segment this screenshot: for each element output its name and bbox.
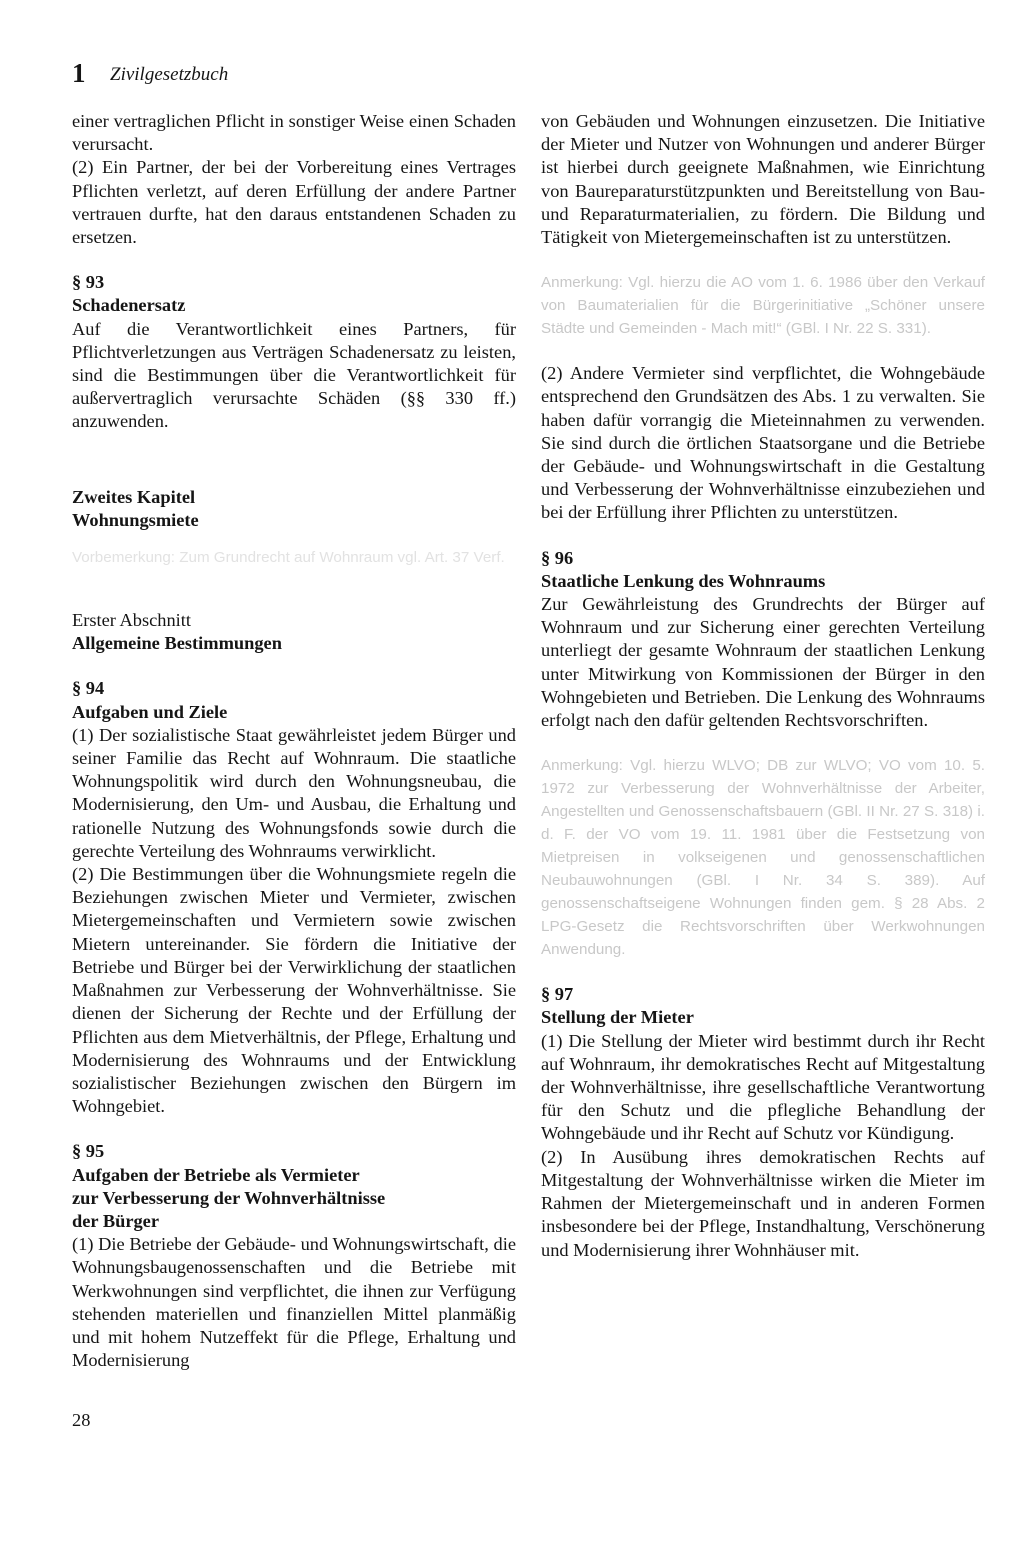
section-97-number: § 97 [541, 984, 574, 1005]
section-95-title-line-3: der Bürger [72, 1210, 159, 1231]
paragraph-92-2: (2) Ein Partner, der bei der Vorbereitung eines Vertrages Pflichten verletzt, auf deren Erfüllung der andere Partner vertrauen durfte, hat den daraus entstandenen Schaden zu ersetzen. [72, 157, 516, 248]
paragraph-continuation: einer vertraglichen Pflicht in sonstiger Weise einen Schaden verursacht. [72, 111, 516, 155]
running-title: Zivilgesetzbuch [110, 64, 229, 85]
section-95-title-line-2: zur Verbesserung der Wohnverhältnisse [72, 1187, 386, 1208]
section-94-paragraph-1: (1) Der sozialistische Staat gewährleistet jedem Bürger und seiner Familie das Recht auf Wohnraum. Die staatliche Wohnungspolitik wird durch den Wohnungsneubau, die Modernisierung, den Um- und Ausbau, die Erhaltung und rationelle Nutzung des Wohnungsfonds sowie durch die gerechte Verteilung des Wohnraums verwirklicht. [72, 724, 516, 861]
section-94-paragraph-2: (2) Die Bestimmungen über die Wohnungsmiete regeln die Beziehungen zwischen Mieter und Vermieter, zwischen Mietergemeinschaften und Vermietern sowie zwischen Mietern untereinander. Sie fördern die Initiative der Betriebe und Bürger bei der Verwirklichung der staatlichen Maßnahmen zur Verbesserung der Wohnverhältnisse. Sie dienen der Sicherung der Rechte und der Erfüllung der Pflichten aus dem Mietverhältnis, der Pflege, Erhaltung und Modernisierung des Wohnraums und der Entwicklung sozialistischer Beziehungen zwischen den Bürgern im Wohngebiet. [72, 864, 516, 1117]
section-96-text: Zur Gewährleistung des Grundrechts der Bürger auf Wohnraum und zur Sicherung einer gerechten Verteilung unterliegt der gesamte Wohnraum der staatlichen Lenkung unter Mitwirkung von Kommissionen der Bürger in den Wohngebieten und Betrieben. Die Lenkung des Wohnraums erfolgt nach den dafür geltenden Rechtsvorschriften. [541, 594, 985, 731]
chapter-number: 1 [72, 58, 86, 88]
section-95-note: Anmerkung: Vgl. hierzu die AO vom 1. 6. 1986 über den Verkauf von Baumaterialien für die Bürgerinitiative „Schöner unsere Städte und Gemeinden - Mach mit!“ (GBl. I Nr. 22 S. 331). [541, 274, 985, 338]
section-96-title: Staatliche Lenkung des Wohnraums [541, 570, 826, 591]
subsection-title: Allgemeine Bestimmungen [72, 633, 282, 654]
section-93-title: Schadenersatz [72, 295, 186, 316]
section-94-title: Aufgaben und Ziele [72, 701, 228, 722]
left-column [72, 110, 516, 1372]
section-93-text: Auf die Verantwortlichkeit eines Partners, für Pflichtverletzungen aus Verträgen Schadenersatz zu leisten, sind die Bestimmungen über die Verantwortlichkeit für außervertraglich verursachte Schäden (§§ 330 ff.) anzuwenden. [72, 318, 516, 432]
section-96-number: § 96 [541, 547, 574, 568]
page-number: 28 [72, 1410, 91, 1430]
section-97-paragraph-1: (1) Die Stellung der Mieter wird bestimmt durch ihr Recht auf Wohnraum, ihr demokratisches Recht auf Mitgestaltung der Wohnverhältnisse, ihre gesellschaftliche Verantwortung für den Schutz und die pflegliche Behandlung der Wohngebäude und ihr Recht auf Schutz vor Kündigung. [541, 1030, 985, 1144]
section-93-number: § 93 [72, 272, 105, 293]
subsection-label: Erster Abschnitt [72, 610, 192, 631]
section-95-number: § 95 [72, 1141, 105, 1162]
section-95-paragraph-2: (2) Andere Vermieter sind verpflichtet, die Wohngebäude entsprechend den Grundsätzen des Abs. 1 zu verwalten. Sie haben dafür vorrangig die Mieteinnahmen zu verwenden. Sie sind durch die örtlichen Staatsorgane und die Betriebe der Gebäude- und Wohnungswirtschaft in die Gestaltung und Verbesserung der Wohnverhältnisse einzubeziehen und bei der Erfüllung ihrer Pflichten zu unterstützen. [541, 363, 985, 523]
right-column [541, 110, 985, 1262]
section-95-title-line-1: Aufgaben der Betriebe als Vermieter [72, 1164, 360, 1185]
section-97-title: Stellung der Mieter [541, 1007, 694, 1028]
section-95-paragraph-1: (1) Die Betriebe der Gebäude- und Wohnungswirtschaft, die Wohnungsbaugenossenschaften und die Betriebe mit Werkwohnungen sind verpflichtet, die ihnen zur Verfügung stehenden materiellen und finanziellen Mittel planmäßig und mit hohem Nutzeffekt für die Pflege, Erhaltung und Modernisierung [72, 1234, 516, 1371]
section-95-paragraph-1-continued: von Gebäuden und Wohnungen einzusetzen. Die Initiative der Mieter und Nutzer von Wohnungen und anderer Bürger ist hierbei durch geeignete Maßnahmen, wie Einrichtung von Baureparaturstützpunkten und Bereitstellung von Bau- und Reparaturmaterialien, zu fördern. Die Bildung und Tätigkeit von Mietergemeinschaften ist zu unterstützen. [541, 111, 985, 248]
section-94-number: § 94 [72, 678, 105, 699]
chapter-label: Zweites Kapitel [72, 486, 196, 507]
chapter-title: Wohnungsmiete [72, 509, 199, 530]
section-96-note: Anmerkung: Vgl. hierzu WLVO; DB zur WLVO; VO vom 10. 5. 1972 zur Verbesserung der Wohnverhältnisse der Arbeiter, Angestellten und Genossenschaftsbauern (GBl. II Nr. 27 S. 318) i. d. F. der VO vom 19. 11. 1981 über die Festsetzung von Mietpreisen in volkseigenen und genossenschaftlichen Neubauwohnungen (GBl. I Nr. 34 S. 389). Auf genossenschaftseigene Wohnungen finden gem. § 28 Abs. 2 LPG-Gesetz die Rechtsvorschriften über Werkwohnungen Anwendung. [541, 757, 985, 959]
section-97-paragraph-2: (2) In Ausübung ihres demokratischen Rechts auf Mitgestaltung der Wohnverhältnisse wirken die Mieter im Rahmen der Mietergemeinschaft und in anderen Formen insbesondere bei der Pflege, Instandhaltung, Verschönerung und Modernisierung ihrer Wohnhäuser mit. [541, 1146, 985, 1260]
chapter-note: Vorbemerkung: Zum Grundrecht auf Wohnraum vgl. Art. 37 Verf. [72, 549, 505, 567]
